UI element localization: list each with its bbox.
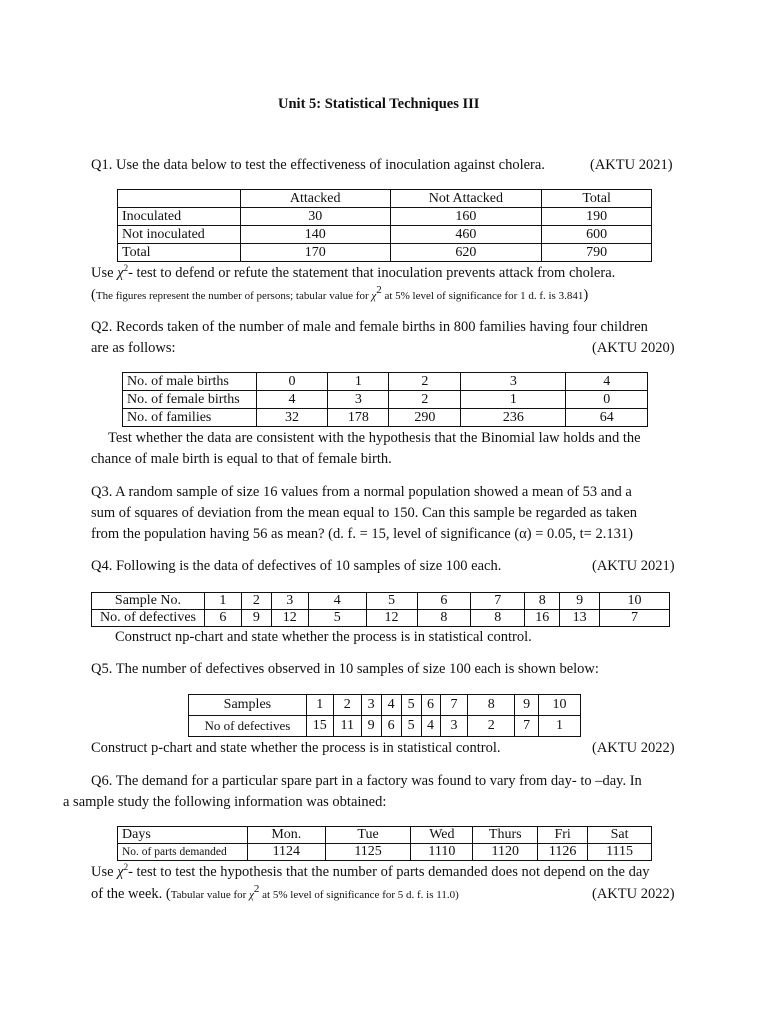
table-cell: Total xyxy=(118,244,241,262)
table-cell: Attacked xyxy=(240,190,390,208)
q2-line1: Q2. Records taken of the number of male and female births in 800 families having four children xyxy=(91,319,648,335)
q1-table xyxy=(117,189,652,262)
table-row xyxy=(189,695,581,716)
table-cell: 290 xyxy=(389,409,461,427)
table-cell: 5 xyxy=(366,593,417,610)
q1-tag: (AKTU 2021) xyxy=(590,157,673,173)
table-cell: 32 xyxy=(256,409,328,427)
table-cell: 1125 xyxy=(325,844,411,861)
q5-text: Q5. The number of defectives observed in 10 samples of size 100 each is shown below: xyxy=(91,661,599,677)
table-row xyxy=(92,593,670,610)
table-cell: 460 xyxy=(390,226,542,244)
q3-line2: sum of squares of deviation from the mean equal to 150. Can this sample be regarded as taken xyxy=(91,505,638,521)
table-cell: 30 xyxy=(240,208,390,226)
table-cell: 1110 xyxy=(411,844,473,861)
table-cell: 7 xyxy=(600,610,670,627)
q1-note-open: ( xyxy=(91,287,96,303)
table-cell: 1124 xyxy=(247,844,325,861)
table-cell: 5 xyxy=(308,610,366,627)
table-row xyxy=(118,844,652,861)
q1-note-close: ) xyxy=(583,287,589,303)
table-row xyxy=(92,610,670,627)
q6-last-line xyxy=(91,883,459,903)
page-title: Unit 5: Statistical Techniques III xyxy=(278,96,480,112)
table-cell: 4 xyxy=(256,391,328,409)
table-cell: 1 xyxy=(461,391,566,409)
q2-table xyxy=(122,372,648,427)
table-cell: 2 xyxy=(389,391,461,409)
table-cell: 178 xyxy=(328,409,389,427)
table-cell: 620 xyxy=(390,244,542,262)
table-cell: 4 xyxy=(421,716,440,737)
table-cell: 1115 xyxy=(588,844,652,861)
table-row xyxy=(118,827,652,844)
q1-note xyxy=(91,284,589,304)
chi-symbol: χ xyxy=(117,864,124,880)
q3-line1: Q3. A random sample of size 16 values from a normal population showed a mean of 53 and a xyxy=(91,484,632,500)
table-cell: 0 xyxy=(566,391,648,409)
q4-tag: (AKTU 2021) xyxy=(592,558,675,574)
q6-line2: a sample study the following information was obtained: xyxy=(63,794,387,810)
table-cell: 2 xyxy=(241,593,271,610)
q1-note-pre: The figures represent the number of persons; tabular value for xyxy=(95,290,372,302)
q6-table xyxy=(117,826,652,861)
table-cell: 1 xyxy=(328,373,389,391)
table-cell: 9 xyxy=(515,695,539,716)
table-cell: No. of male births xyxy=(123,373,257,391)
table-cell: Thurs xyxy=(473,827,538,844)
table-cell: 236 xyxy=(461,409,566,427)
q1-after-pre: Use xyxy=(91,265,118,281)
table-cell: 64 xyxy=(566,409,648,427)
table-cell: 4 xyxy=(308,593,366,610)
table-cell: 3 xyxy=(361,695,381,716)
table-cell: Tue xyxy=(325,827,411,844)
table-cell: Not Attacked xyxy=(390,190,542,208)
table-cell: 1 xyxy=(306,695,333,716)
chi-symbol: χ xyxy=(117,265,124,281)
table-cell: Not inoculated xyxy=(118,226,241,244)
table-cell: 5 xyxy=(401,695,421,716)
table-cell: 8 xyxy=(471,610,525,627)
table-cell: No. of female births xyxy=(123,391,257,409)
q1-after-post: - test to defend or refute the statement that inoculation prevents attack from cholera. xyxy=(128,265,616,281)
table-row xyxy=(123,391,648,409)
table-row xyxy=(118,190,652,208)
table-cell: 140 xyxy=(240,226,390,244)
table-cell: Wed xyxy=(411,827,473,844)
q6-after-post: - test to test the hypothesis that the number of parts demanded does not depend on the day xyxy=(128,864,650,880)
table-cell: No. of families xyxy=(123,409,257,427)
table-cell: 3 xyxy=(440,716,468,737)
table-cell: 1 xyxy=(204,593,241,610)
q6-last-pre: of the week. ( xyxy=(91,886,171,902)
q6-note-pre: Tabular value for xyxy=(170,889,250,901)
table-row xyxy=(118,226,652,244)
table-cell: 3 xyxy=(271,593,308,610)
table-cell xyxy=(118,190,241,208)
q6-after xyxy=(91,864,650,881)
table-cell: 13 xyxy=(560,610,600,627)
table-cell: 7 xyxy=(515,716,539,737)
table-cell: 190 xyxy=(542,208,652,226)
chi-symbol: χ xyxy=(371,290,377,302)
table-cell: 10 xyxy=(600,593,670,610)
table-cell: 0 xyxy=(256,373,328,391)
table-cell: Sample No. xyxy=(92,593,205,610)
q2-after1: Test whether the data are consistent with the hypothesis that the Binomial law holds and the xyxy=(108,430,641,446)
table-cell: 600 xyxy=(542,226,652,244)
table-cell: 9 xyxy=(361,716,381,737)
table-row xyxy=(189,716,581,737)
table-cell: 160 xyxy=(390,208,542,226)
table-cell: 16 xyxy=(525,610,560,627)
table-cell: 7 xyxy=(471,593,525,610)
table-row xyxy=(123,373,648,391)
chi-superscript: 2 xyxy=(123,862,129,873)
chi-superscript: 2 xyxy=(376,284,382,297)
q6-note-post: at 5% level of significance for 5 d. f. is 11.0) xyxy=(259,889,459,901)
table-cell: 3 xyxy=(328,391,389,409)
table-cell: No of defectives xyxy=(189,716,307,737)
q4-text: Q4. Following is the data of defectives of 10 samples of size 100 each. xyxy=(91,558,502,574)
table-cell: Days xyxy=(118,827,248,844)
table-cell: Mon. xyxy=(247,827,325,844)
table-cell: 6 xyxy=(417,593,471,610)
table-cell: 1120 xyxy=(473,844,538,861)
table-cell: 170 xyxy=(240,244,390,262)
q1-after-text xyxy=(91,265,615,282)
table-cell: 2 xyxy=(389,373,461,391)
table-cell: 12 xyxy=(271,610,308,627)
table-cell: 4 xyxy=(566,373,648,391)
table-cell: 1 xyxy=(539,716,581,737)
chi-superscript: 2 xyxy=(123,263,129,274)
table-row xyxy=(118,208,652,226)
chi-superscript: 2 xyxy=(253,883,260,896)
table-cell: 8 xyxy=(417,610,471,627)
table-cell: 790 xyxy=(542,244,652,262)
table-cell: 6 xyxy=(381,716,401,737)
table-cell: 4 xyxy=(381,695,401,716)
q5-after: Construct p-chart and state whether the process is in statistical control. xyxy=(91,740,501,756)
q5-table xyxy=(188,694,581,737)
table-cell: 7 xyxy=(440,695,468,716)
table-cell: Sat xyxy=(588,827,652,844)
table-cell: 5 xyxy=(401,716,421,737)
table-cell: Samples xyxy=(189,695,307,716)
table-cell: Fri xyxy=(538,827,588,844)
table-cell: 6 xyxy=(204,610,241,627)
chi-symbol: χ xyxy=(249,889,254,901)
q6-after-pre: Use xyxy=(91,864,118,880)
table-row xyxy=(118,244,652,262)
table-cell: 10 xyxy=(539,695,581,716)
q6-line1: Q6. The demand for a particular spare part in a factory was found to vary from day- to –day. In xyxy=(91,773,642,789)
q2-tag: (AKTU 2020) xyxy=(592,340,675,356)
table-cell: 8 xyxy=(525,593,560,610)
table-row xyxy=(123,409,648,427)
q1-text: Q1. Use the data below to test the effectiveness of inoculation against cholera. xyxy=(91,157,545,173)
table-cell: 3 xyxy=(461,373,566,391)
table-cell: 2 xyxy=(468,716,515,737)
table-cell: Inoculated xyxy=(118,208,241,226)
table-cell: No. of defectives xyxy=(92,610,205,627)
table-cell: 6 xyxy=(421,695,440,716)
q2-after2: chance of male birth is equal to that of female birth. xyxy=(91,451,392,467)
table-cell: 2 xyxy=(333,695,361,716)
table-cell: No. of parts demanded xyxy=(118,844,248,861)
table-cell: 15 xyxy=(306,716,333,737)
q2-line2: are as follows: xyxy=(91,340,176,356)
table-cell: 8 xyxy=(468,695,515,716)
q4-after: Construct np-chart and state whether the process is in statistical control. xyxy=(115,629,532,645)
q5-tag: (AKTU 2022) xyxy=(592,740,675,756)
q1-note-post: at 5% level of significance for 1 d. f. is 3.841 xyxy=(381,290,584,302)
table-cell: 12 xyxy=(366,610,417,627)
table-cell: 11 xyxy=(333,716,361,737)
table-cell: 1126 xyxy=(538,844,588,861)
q4-table xyxy=(91,592,670,627)
table-cell: 9 xyxy=(560,593,600,610)
table-cell: Total xyxy=(542,190,652,208)
q3-line3: from the population having 56 as mean? (d. f. = 15, level of significance (α) = 0.05, t= 2.131) xyxy=(91,526,633,542)
q6-tag: (AKTU 2022) xyxy=(592,886,675,902)
table-cell: 9 xyxy=(241,610,271,627)
